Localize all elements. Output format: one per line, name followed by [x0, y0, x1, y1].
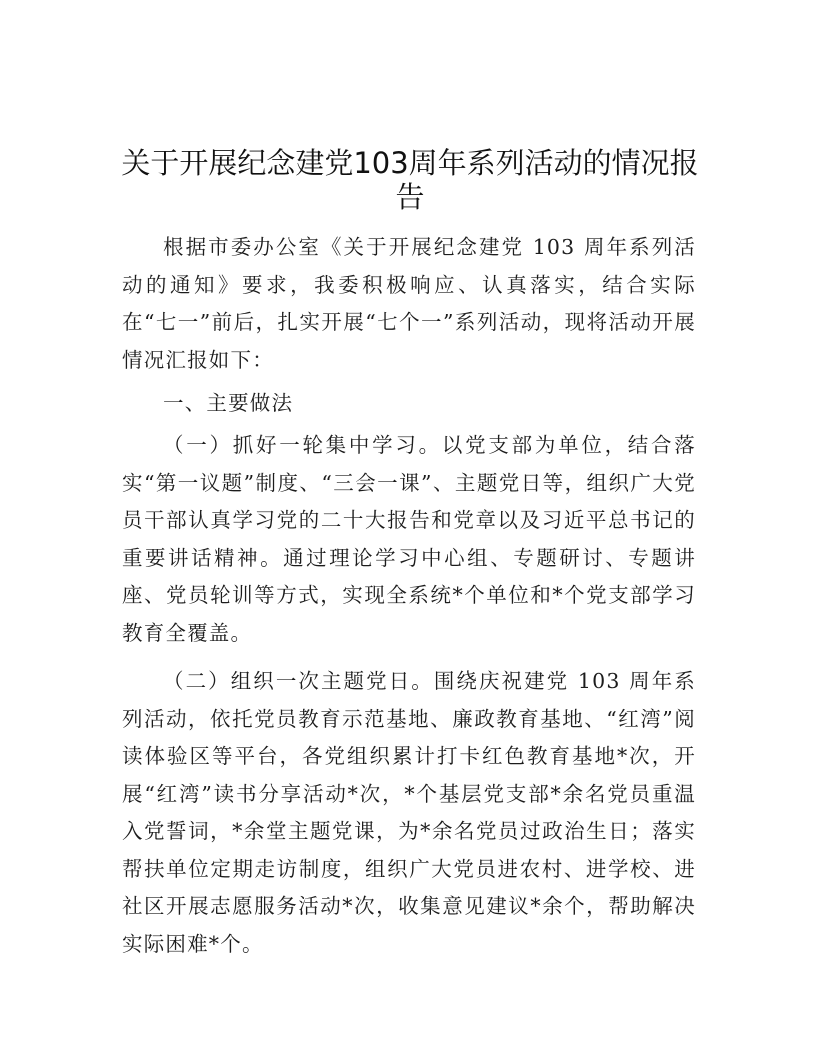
paragraph-study: （一）抓好一轮集中学习。以党支部为单位，结合落实“第一议题”制度、“三会一课”、主题党日等，组织广大党员干部认真学习党的二十大报告和党章以及习近平总书记的重要讲话精神。通过理论学习中心组、专题研讨、专题讲座、党员轮训等方式，实现全系统*个单位和*个党支部学习教育全覆盖。 — [122, 433, 696, 645]
document-title: 关于开展纪念建党103周年系列活动的情况报告 — [121, 146, 699, 214]
section-heading: 一、主要做法 — [163, 391, 294, 415]
paragraph-party-day: （二）组织一次主题党日。围绕庆祝建党 103 周年系列活动，依托党员教育示范基地、廉政教育基地、“红湾”阅读体验区等平台，各党组织累计打卡红色教育基地*次，开展“红湾”读书分享活动*次，*个基层党支部*余名党员重温入党誓词，*余堂主题党课，为*余名党员过政治生日；落实帮扶单位定期走访制度，组织广大党员进农村、进学校、进社区开展志愿服务活动*次，收集意见建议*余个，帮助解决实际困难*个。 — [122, 669, 696, 956]
intro-paragraph: 根据市委办公室《关于开展纪念建党 103 周年系列活动的通知》要求，我委积极响应、认真落实，结合实际在“七一”前后，扎实开展“七个一”系列活动，现将活动开展情况汇报如下： — [122, 235, 696, 372]
